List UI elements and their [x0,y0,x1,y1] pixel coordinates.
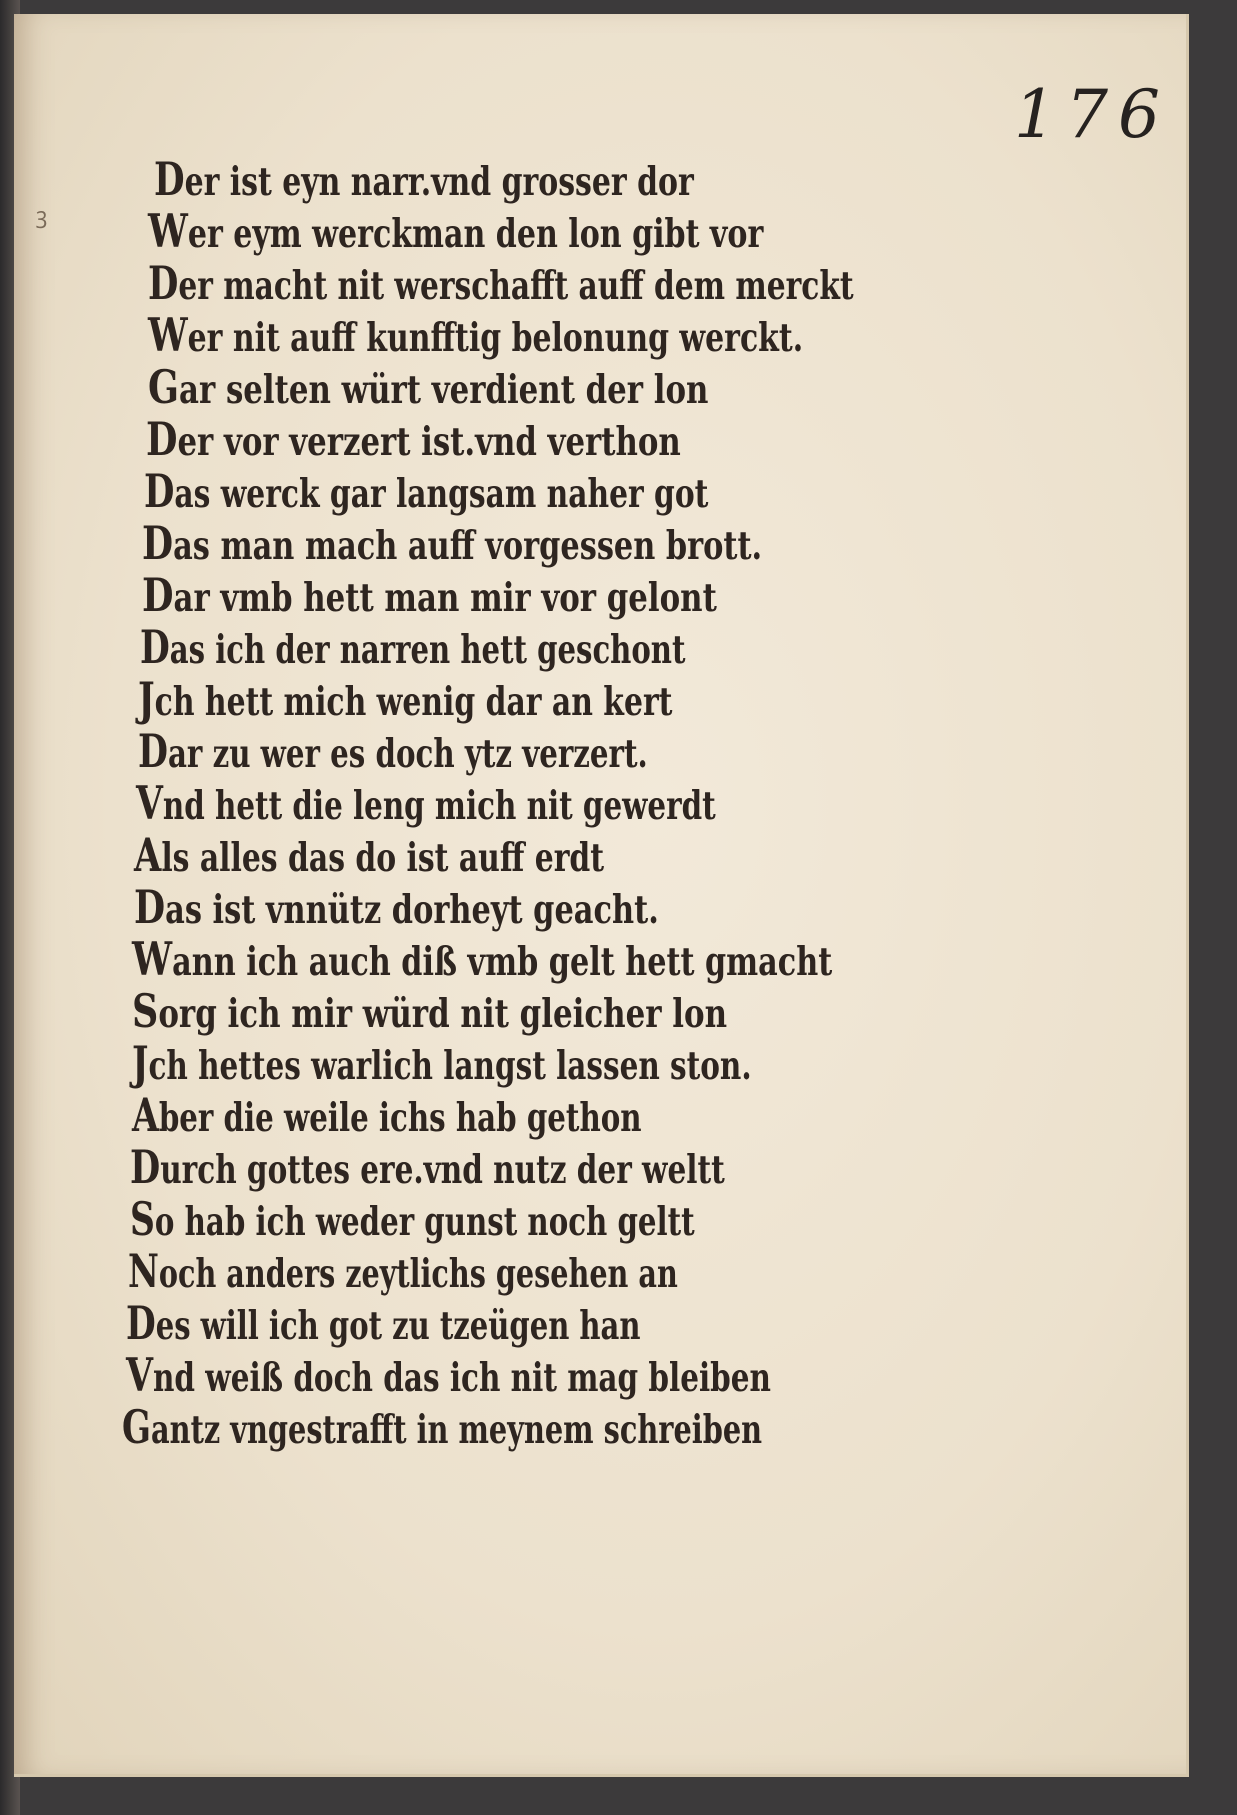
verse-line: Durch gottes ere.vnd nutz der weltt [130,1140,725,1194]
verse-line: Vnd hett die leng mich nit gewerdt [136,776,716,830]
verse-line: Der macht nit werschafft auff dem merckt [148,256,854,310]
verse-line: Jch hett mich wenig dar an kert [138,672,673,726]
book-page [14,14,1189,1777]
verse-line: So hab ich weder gunst noch geltt [130,1192,695,1246]
verse-line: Gantz vngestrafft in meynem schreiben [122,1400,763,1454]
verse-line: Aber die weile ichs hab gethon [132,1088,642,1142]
verse-line: Jch hettes warlich langst lassen ston. [132,1036,752,1090]
verse-line: Das ist vnnütz dorheyt geacht. [134,880,659,934]
verse-line: Wann ich auch diß vmb gelt hett gmacht [132,932,833,986]
verse-line: Das man mach auff vorgessen brott. [142,516,763,570]
verse-line: Der vor verzert ist.vnd verthon [146,412,681,466]
margin-mark: ꝫ [36,204,48,229]
verse-line: Das werck gar langsam naher got [144,464,709,518]
verse-line: Wer eym werckman den lon gibt vor [148,204,764,258]
verse-line: Vnd weiß doch das ich nit mag bleiben [126,1348,771,1402]
verse-line: Gar selten würt verdient der lon [148,360,709,414]
verse-line: Dar vmb hett man mir vor gelont [142,568,717,622]
verse-line: Noch anders zeytlichs gesehen an [128,1244,678,1298]
verse-line: Wer nit auff kunfftig belonung werckt. [148,308,804,362]
folio-number: 176 [1014,76,1170,153]
verse-line: Das ich der narren hett geschont [140,620,686,674]
verse-line: Dar zu wer es doch ytz verzert. [138,724,648,778]
verse-line: Als alles das do ist auff erdt [134,828,605,882]
verse-block [14,14,1186,1774]
verse-line: Sorg ich mir würd nit gleicher lon [132,984,728,1038]
verse-line: Der ist eyn narr.vnd grosser dor [154,152,694,206]
verse-line: Des will ich got zu tzeügen han [126,1296,641,1350]
